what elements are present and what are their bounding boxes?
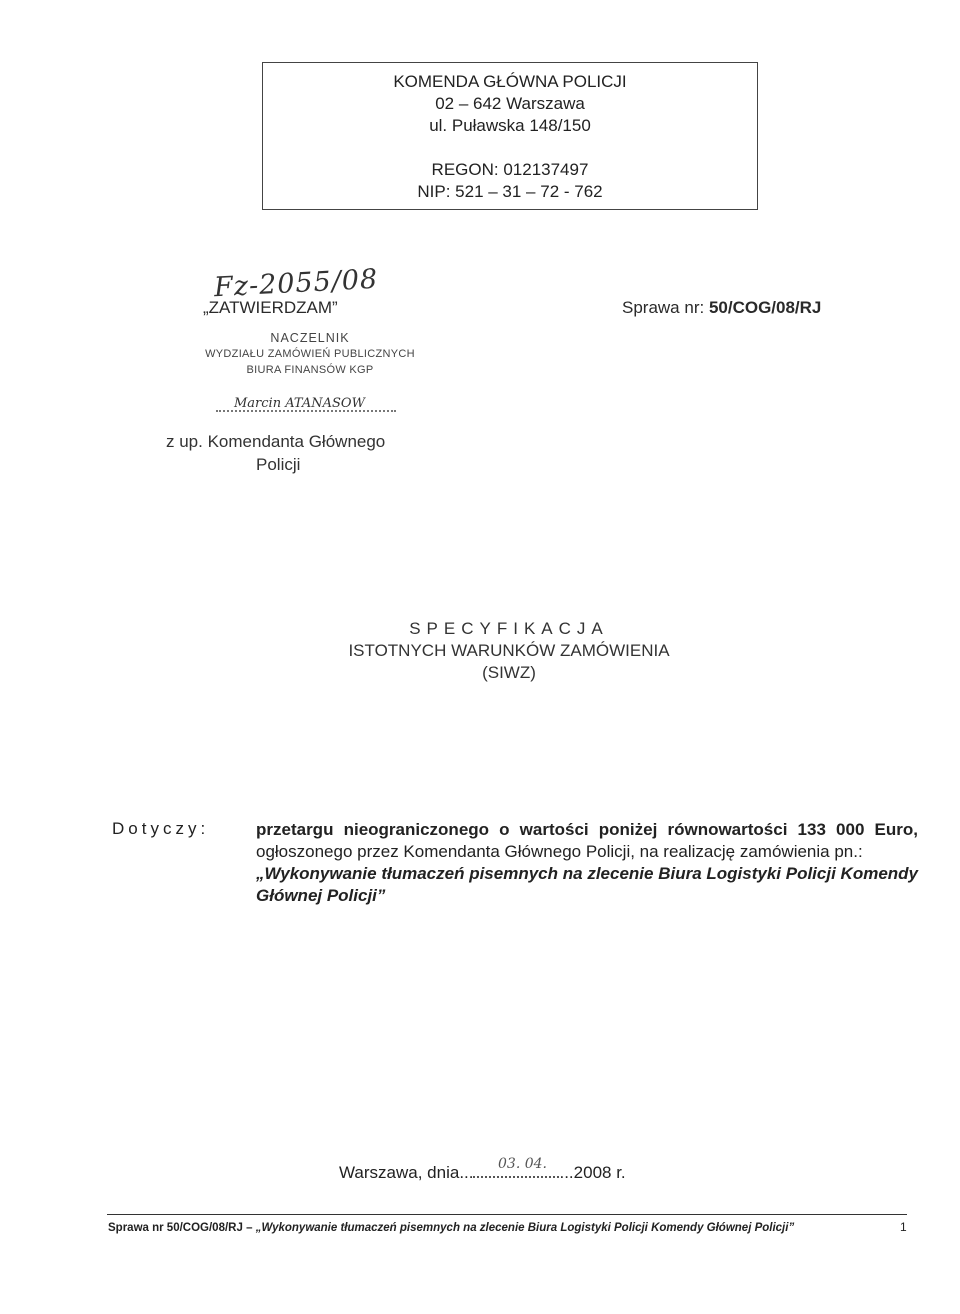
title-specification: SPECYFIKACJA <box>409 619 609 638</box>
header-spacer <box>263 137 757 159</box>
stamp-signatory-name: Marcin ATANASOW <box>234 396 365 411</box>
deputy-line-1: z up. Komendanta Głównego <box>166 432 386 451</box>
approved-label: „ZATWIERDZAM” <box>203 298 338 317</box>
concerns-announcement: ogłoszonego przez Komendanta Głównego Policji, na realizację zamówienia pn.: <box>256 842 863 861</box>
date-prefix: Warszawa, dnia <box>339 1163 460 1182</box>
deputy-signature-caption <box>166 430 426 476</box>
handwritten-reference: Fz-2055/08 <box>213 263 379 304</box>
title-essential-terms: ISTOTNYCH WARUNKÓW ZAMÓWIENIA <box>348 641 670 660</box>
institution-name: KOMENDA GŁÓWNA POLICJI <box>393 72 627 91</box>
case-number-label: Sprawa nr: <box>622 298 705 317</box>
deputy-line-2: Policji <box>256 455 301 474</box>
footer-case-number: Sprawa nr 50/COG/08/RJ <box>108 1222 243 1234</box>
stamp-department: WYDZIAŁU ZAMÓWIEŃ PUBLICZNYCH <box>205 348 415 360</box>
date-fill-line <box>473 1176 559 1178</box>
concerns-label: Dotyczy: <box>112 819 210 838</box>
concerns-tender-type: przetargu nieograniczonego o wartości poniżej równowartości 133 000 Euro, <box>256 820 918 839</box>
page-number: 1 <box>900 1220 907 1234</box>
institution-street: ul. Puławska 148/150 <box>429 116 591 135</box>
case-number-value: 50/COG/08/RJ <box>708 298 822 317</box>
concerns-subject: „Wykonywanie tłumaczeń pisemnych na zlecenie Biura Logistyki Policji Komendy Głównej Policji” <box>256 864 918 905</box>
institution-regon: REGON: 012137497 <box>431 160 589 179</box>
institution-postal-code: 02 – 642 Warszawa <box>435 94 585 113</box>
stamp-title: NACZELNIK <box>270 331 350 345</box>
handwritten-date: 03. 04. <box>498 1156 547 1172</box>
footer-divider <box>107 1214 907 1215</box>
stamp-bureau: BIURA FINANSÓW KGP <box>246 364 374 376</box>
document-title <box>0 618 960 684</box>
concerns-body <box>256 819 918 907</box>
approval-stamp <box>190 330 430 378</box>
institution-header-box <box>262 62 758 210</box>
footer-subject: „Wykonywanie tłumaczeń pisemnych na zlecenie Biura Logistyki Policji Komendy Głównej Policji” <box>255 1222 795 1234</box>
date-year: 2008 r. <box>573 1163 626 1182</box>
institution-nip: NIP: 521 – 31 – 72 - 762 <box>417 182 603 201</box>
date-dots-before: ... <box>459 1163 474 1182</box>
case-number-line <box>622 298 821 318</box>
date-dots-after: ... <box>559 1163 574 1182</box>
date-line <box>339 1163 626 1183</box>
signature-dotted-line <box>216 410 396 412</box>
title-abbreviation: (SIWZ) <box>482 663 536 682</box>
page-footer <box>108 1220 880 1236</box>
footer-dash: – <box>246 1222 253 1234</box>
